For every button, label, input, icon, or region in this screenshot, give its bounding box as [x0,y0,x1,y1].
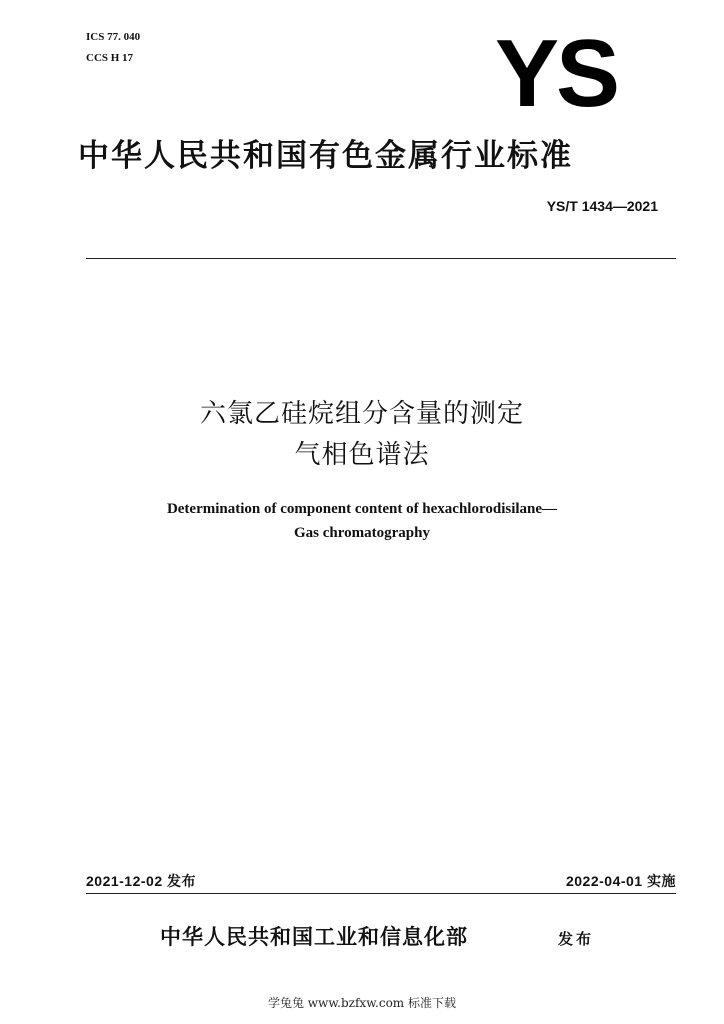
title-english-line-2: Gas chromatography [294,525,430,541]
standard-category-title: 中华人民共和国有色金属行业标准 [78,138,573,174]
watermark-text: 学兔兔 www.bzfxw.com 标准下载 [267,996,457,1010]
standard-number: YS/T 1434—2021 [546,198,658,214]
title-english-line-1: Determination of component content of hexachlorodisilane— [166,501,558,517]
issue-label: 发布 [558,930,595,948]
ys-logo: YS [495,20,618,127]
title-chinese-line-2: 气相色谱法 [294,440,430,470]
bottom-divider [86,893,676,894]
issue-date: 2021-12-02 发布 [86,873,197,889]
top-divider [86,258,676,259]
title-chinese-line-1: 六氯乙硅烷组分含量的测定 [199,399,524,429]
implementation-date: 2022-04-01 实施 [565,873,676,889]
issuing-authority: 中华人民共和国工业和信息化部 [160,924,468,949]
ics-code: ICS 77. 040 [86,31,141,43]
ccs-code: CCS H 17 [86,52,134,64]
